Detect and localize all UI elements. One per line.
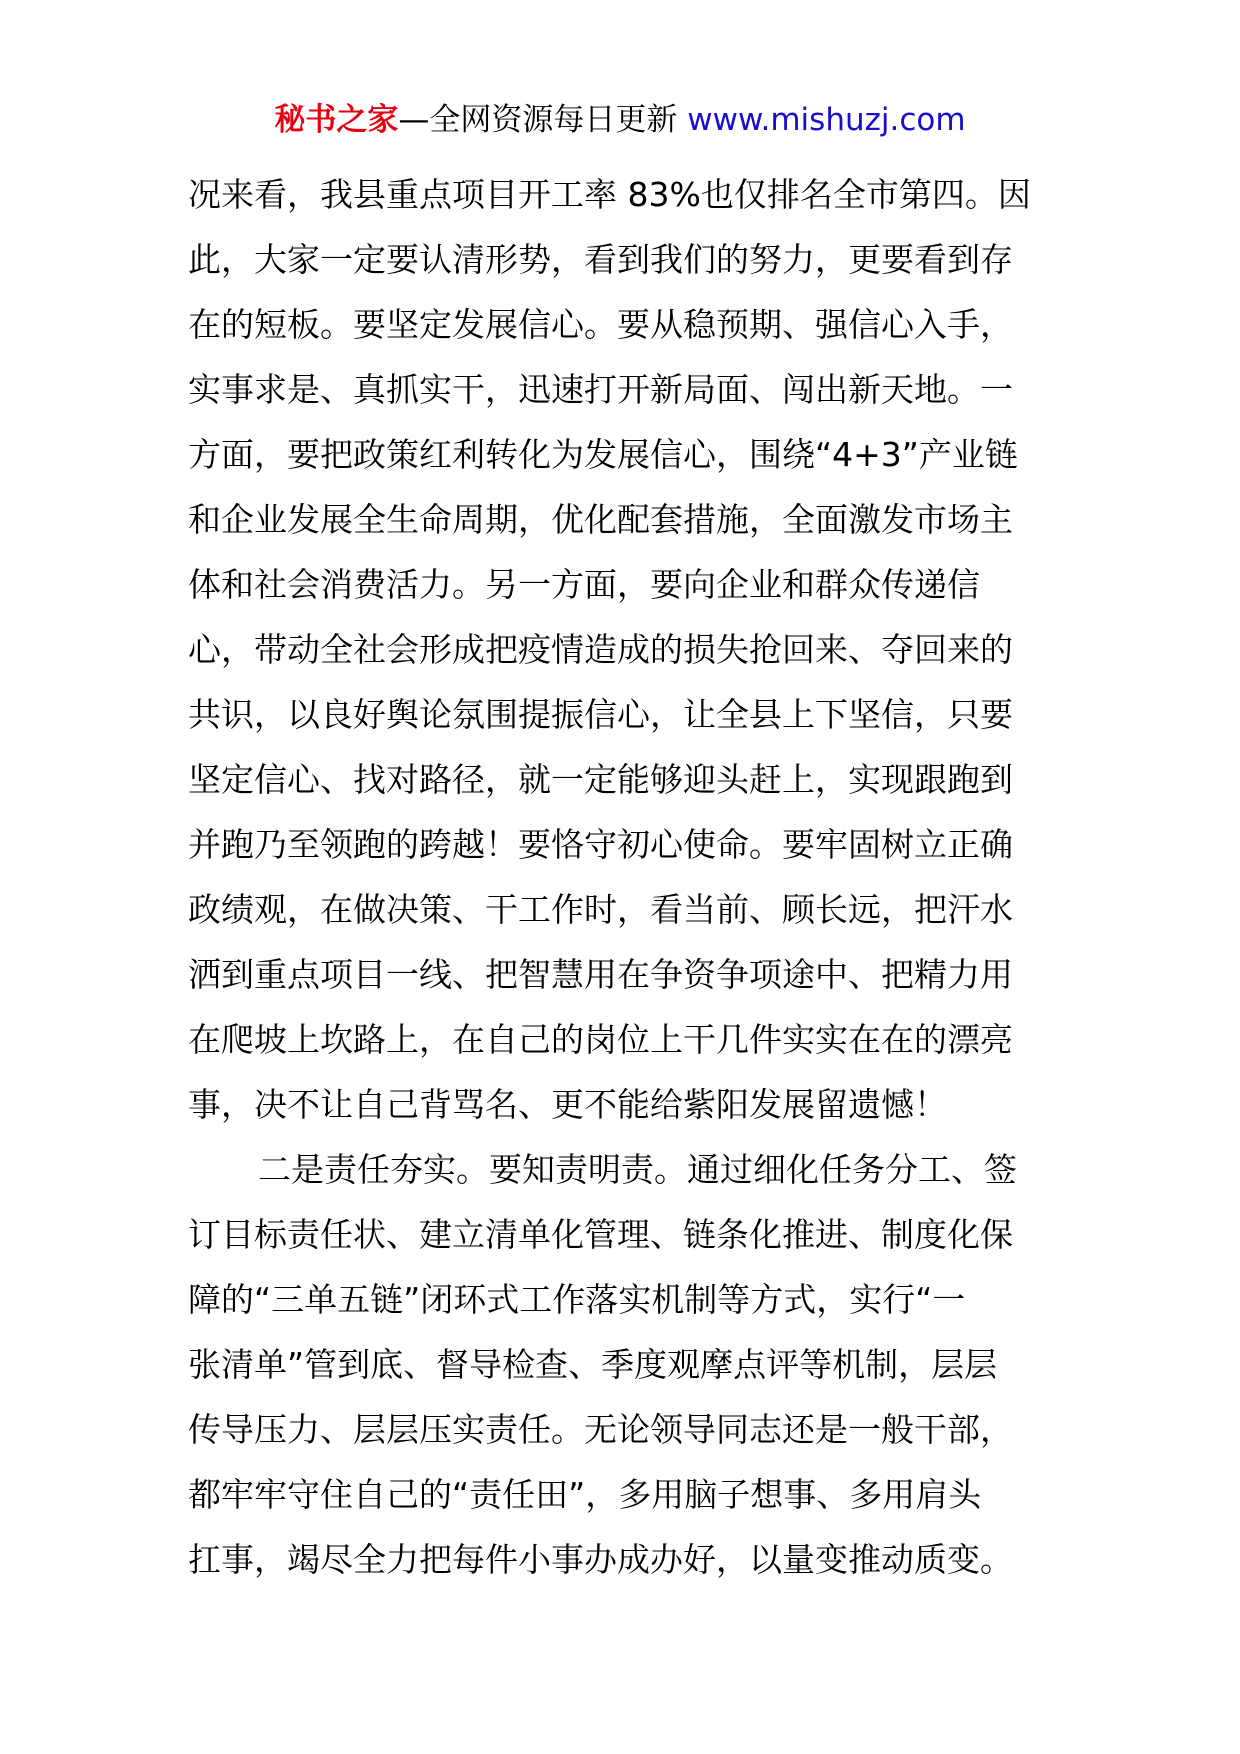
body-line: 共识，以良好舆论氛围提振信心，让全县上下坚信，只要 xyxy=(188,695,1013,734)
body-line: 坚定信心、找对路径，就一定能够迎头赶上，实现跟跑到 xyxy=(188,760,1013,799)
body-line: 洒到重点项目一线、把智慧用在争资争项途中、把精力用 xyxy=(188,955,1013,994)
body-line: 并跑乃至领跑的跨越！要恪守初心使命。要牢固树立正确 xyxy=(188,825,1013,864)
body-line: 和企业发展全生命周期，优化配套措施，全面激发市场主 xyxy=(188,500,1013,539)
body-line: 心，带动全社会形成把疫情造成的损失抢回来、夺回来的 xyxy=(188,630,1013,669)
body-line: 传导压力、层层压实责任。无论领导同志还是一般干部， xyxy=(188,1410,1013,1449)
body-line: 此，大家一定要认清形势，看到我们的努力，更要看到存 xyxy=(188,240,1013,279)
body-line: 张清单”管到底、督导检查、季度观摩点评等机制，层层 xyxy=(188,1345,998,1384)
body-line: 在爬坡上坎路上，在自己的岗位上干几件实实在在的漂亮 xyxy=(188,1020,1013,1059)
site-tagline: —全网资源每日更新 xyxy=(398,102,678,138)
site-header xyxy=(0,98,1240,142)
body-line: 体和社会消费活力。另一方面，要向企业和群众传递信 xyxy=(188,565,980,604)
body-line: 在的短板。要坚定发展信心。要从稳预期、强信心入手， xyxy=(188,305,1013,344)
site-url-link[interactable]: www.mishuzj.com xyxy=(687,102,966,138)
body-line: 扛事，竭尽全力把每件小事办成办好，以量变推动质变。 xyxy=(188,1540,1013,1579)
body-line: 事，决不让自己背骂名、更不能给紫阳发展留遗憾！ xyxy=(188,1085,947,1124)
body-line: 障的“三单五链”闭环式工作落实机制等方式，实行“一 xyxy=(188,1280,966,1319)
body-line: 况来看，我县重点项目开工率 83%也仅排名全市第四。因 xyxy=(188,175,1031,214)
paragraph-start-line: 二是责任夯实。要知责明责。通过细化任务分工、签 xyxy=(258,1150,1017,1189)
document-body xyxy=(188,162,1058,1592)
body-line: 方面，要把政策红利转化为发展信心，围绕“4+3”产业链 xyxy=(188,435,1018,474)
site-brand: 秘书之家 xyxy=(274,102,399,138)
body-line: 订目标责任状、建立清单化管理、链条化推进、制度化保 xyxy=(188,1215,1013,1254)
body-line: 实事求是、真抓实干，迅速打开新局面、闯出新天地。一 xyxy=(188,370,1013,409)
body-line: 政绩观，在做决策、干工作时，看当前、顾长远，把汗水 xyxy=(188,890,1013,929)
body-line: 都牢牢守住自己的“责任田”，多用脑子想事、多用肩头 xyxy=(188,1475,982,1514)
